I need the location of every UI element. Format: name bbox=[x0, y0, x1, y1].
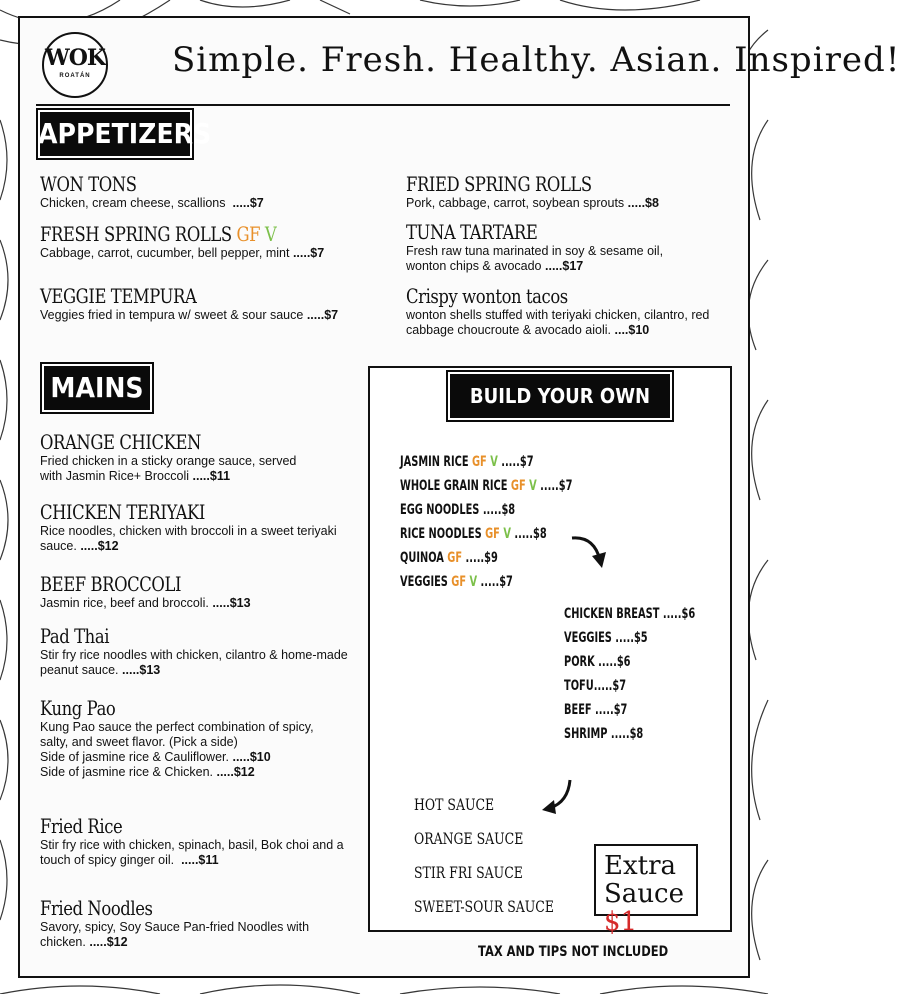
item-description: Rice noodles, chicken with broccoli in a sweet teriyaki sauce. .....$12 bbox=[40, 524, 337, 553]
item-name: Crispy wonton tacos bbox=[406, 284, 568, 308]
item-description: Kung Pao sauce the perfect combination of spicy, salty, and sweet flavor. (Pick a side) bbox=[40, 720, 314, 749]
menu-item bbox=[40, 696, 330, 780]
menu-item bbox=[40, 896, 350, 950]
item-price: .....$17 bbox=[545, 259, 584, 273]
mains-heading: MAINS bbox=[40, 362, 154, 414]
menu-item bbox=[406, 220, 706, 274]
protein-item: CHICKEN BREAST .....$6 bbox=[564, 606, 696, 622]
extra-sauce-box bbox=[594, 844, 698, 937]
base-item: VEGGIES GF V .....$7 bbox=[400, 574, 513, 590]
vegan-badge: V bbox=[490, 454, 498, 470]
vegan-badge: V bbox=[503, 526, 511, 542]
item-price: .....$8 bbox=[627, 196, 659, 210]
build-your-own-heading: BUILD YOUR OWN WOK! bbox=[446, 370, 674, 422]
item-name: Fried Noodles bbox=[40, 896, 153, 920]
item-price: .....$7 bbox=[232, 196, 264, 210]
item-name: TUNA TARTARE bbox=[406, 220, 538, 244]
item-name: Fried Rice bbox=[40, 814, 123, 838]
item-price: .....$7 bbox=[540, 478, 573, 494]
item-price: .....$8 bbox=[482, 502, 516, 518]
protein-item: PORK .....$6 bbox=[564, 654, 631, 670]
item-price: .....$7 bbox=[595, 702, 628, 718]
tax-note: TAX AND TIPS NOT INCLUDED bbox=[478, 944, 669, 960]
item-name: FRESH SPRING ROLLS GF V bbox=[40, 222, 277, 246]
protein-item: BEEF .....$7 bbox=[564, 702, 628, 718]
item-price: .....$12 bbox=[80, 539, 119, 553]
menu-item bbox=[40, 814, 364, 868]
item-description: Fried chicken in a sticky orange sauce, served with Jasmin Rice+ Broccoli .....$11 bbox=[40, 454, 297, 483]
item-description: Jasmin rice, beef and broccoli. .....$13 bbox=[40, 596, 251, 610]
item-description: wonton shells stuffed with teriyaki chicken, cilantro, red cabbage choucroute & avocado aioli. ....$10 bbox=[406, 308, 710, 337]
item-name: Pad Thai bbox=[40, 624, 110, 648]
protein-item: SHRIMP .....$8 bbox=[564, 726, 644, 742]
protein-item: TOFU.....$7 bbox=[564, 678, 627, 694]
item-price: .....$12 bbox=[216, 765, 255, 779]
gluten-free-badge: GF bbox=[447, 550, 463, 566]
sauce-item: STIR FRI SAUCE bbox=[414, 863, 523, 882]
tagline: Simple. Fresh. Healthy. Asian. Inspired! bbox=[172, 40, 900, 80]
item-description: Savory, spicy, Soy Sauce Pan-fried Noodles with chicken. .....$12 bbox=[40, 920, 310, 949]
menu-item bbox=[40, 572, 360, 611]
item-description: Veggies fried in tempura w/ sweet & sour sauce .....$7 bbox=[40, 308, 339, 322]
extra-sauce-price: $1 bbox=[604, 907, 638, 937]
extra-sauce-line2: Sauce $1 bbox=[604, 879, 685, 937]
protein-list bbox=[564, 602, 732, 746]
item-name: VEGGIE TEMPURA bbox=[40, 284, 197, 308]
item-name: WON TONS bbox=[40, 172, 137, 196]
menu-item bbox=[406, 284, 732, 338]
item-option: Side of jasmine rice & Chicken. .....$12 bbox=[40, 765, 255, 779]
menu-item bbox=[40, 222, 380, 261]
item-price: .....$8 bbox=[610, 726, 644, 742]
item-price: .....$5 bbox=[615, 630, 648, 646]
logo-text: WOK bbox=[45, 45, 105, 71]
base-item: QUINOA GF .....$9 bbox=[400, 550, 498, 566]
menu-item bbox=[40, 500, 340, 554]
sauce-item: SWEET-SOUR SAUCE bbox=[414, 897, 554, 916]
item-description: Stir fry rice noodles with chicken, cilantro & home-made peanut sauce. .....$13 bbox=[40, 648, 348, 677]
base-item: JASMIN RICE GF V .....$7 bbox=[400, 454, 534, 470]
item-price: .....$13 bbox=[122, 663, 161, 677]
gluten-free-badge: GF bbox=[236, 222, 261, 246]
item-price: .....$6 bbox=[598, 654, 631, 670]
menu-item bbox=[40, 624, 356, 678]
item-price: ....$10 bbox=[614, 323, 650, 337]
sauce-item: ORANGE SAUCE bbox=[414, 829, 524, 848]
item-price: .....$11 bbox=[181, 853, 219, 867]
item-name: BEEF BROCCOLI bbox=[40, 572, 182, 596]
item-name: CHICKEN TERIYAKI bbox=[40, 500, 205, 524]
vegan-badge: V bbox=[264, 222, 277, 246]
item-name: FRIED SPRING ROLLS bbox=[406, 172, 592, 196]
item-price: .....$6 bbox=[662, 606, 696, 622]
item-option: Side of jasmine rice & Cauliflower. .....$10 bbox=[40, 750, 271, 764]
item-price: .....$7 bbox=[480, 574, 513, 590]
base-item: EGG NOODLES .....$8 bbox=[400, 502, 516, 518]
item-price: .....$7 bbox=[501, 454, 534, 470]
gluten-free-badge: GF bbox=[510, 478, 526, 494]
protein-item: VEGGIES .....$5 bbox=[564, 630, 648, 646]
menu-item bbox=[406, 172, 736, 211]
menu-item bbox=[40, 430, 310, 484]
logo-subtext: ROATÁN bbox=[59, 73, 91, 79]
gluten-free-badge: GF bbox=[485, 526, 500, 542]
sauce-item: HOT SAUCE bbox=[414, 795, 495, 814]
item-description: Stir fry rice with chicken, spinach, basil, Bok choi and a touch of spicy ginger oil. .....$11 bbox=[40, 838, 344, 867]
item-price: .....$11 bbox=[192, 469, 231, 483]
sauce-list bbox=[414, 788, 593, 924]
item-description: Fresh raw tuna marinated in soy & sesame oil, wonton chips & avocado .....$17 bbox=[406, 244, 664, 273]
item-price: .....$10 bbox=[232, 750, 271, 764]
item-price: .....$12 bbox=[89, 935, 128, 949]
item-price: .....$13 bbox=[212, 596, 251, 610]
item-description: Cabbage, carrot, cucumber, bell pepper, mint .....$7 bbox=[40, 246, 325, 260]
extra-sauce-line1: Extra bbox=[604, 851, 677, 881]
appetizers-heading: APPETIZERS bbox=[36, 108, 194, 160]
item-price: .....$8 bbox=[514, 526, 547, 542]
item-name: ORANGE CHICKEN bbox=[40, 430, 201, 454]
item-description: Chicken, cream cheese, scallions .....$7 bbox=[40, 196, 264, 210]
gluten-free-badge: GF bbox=[451, 574, 467, 590]
item-price: .....$7 bbox=[593, 678, 627, 694]
item-name: Kung Pao bbox=[40, 696, 116, 720]
wok-logo bbox=[42, 32, 108, 98]
base-item: WHOLE GRAIN RICE GF V .....$7 bbox=[400, 478, 573, 494]
menu-item bbox=[40, 284, 380, 323]
item-description: Pork, cabbage, carrot, soybean sprouts .....$8 bbox=[406, 196, 659, 210]
item-price: .....$7 bbox=[306, 308, 339, 322]
item-price: .....$7 bbox=[292, 246, 325, 260]
item-price: .....$9 bbox=[465, 550, 498, 566]
curved-arrow-icon bbox=[568, 532, 612, 572]
header-divider bbox=[36, 104, 730, 106]
vegan-badge: V bbox=[469, 574, 478, 590]
vegan-badge: V bbox=[529, 478, 537, 494]
menu-item bbox=[40, 172, 370, 211]
gluten-free-badge: GF bbox=[471, 454, 487, 470]
base-list bbox=[400, 450, 621, 594]
base-item: RICE NOODLES GF V .....$8 bbox=[400, 526, 547, 542]
